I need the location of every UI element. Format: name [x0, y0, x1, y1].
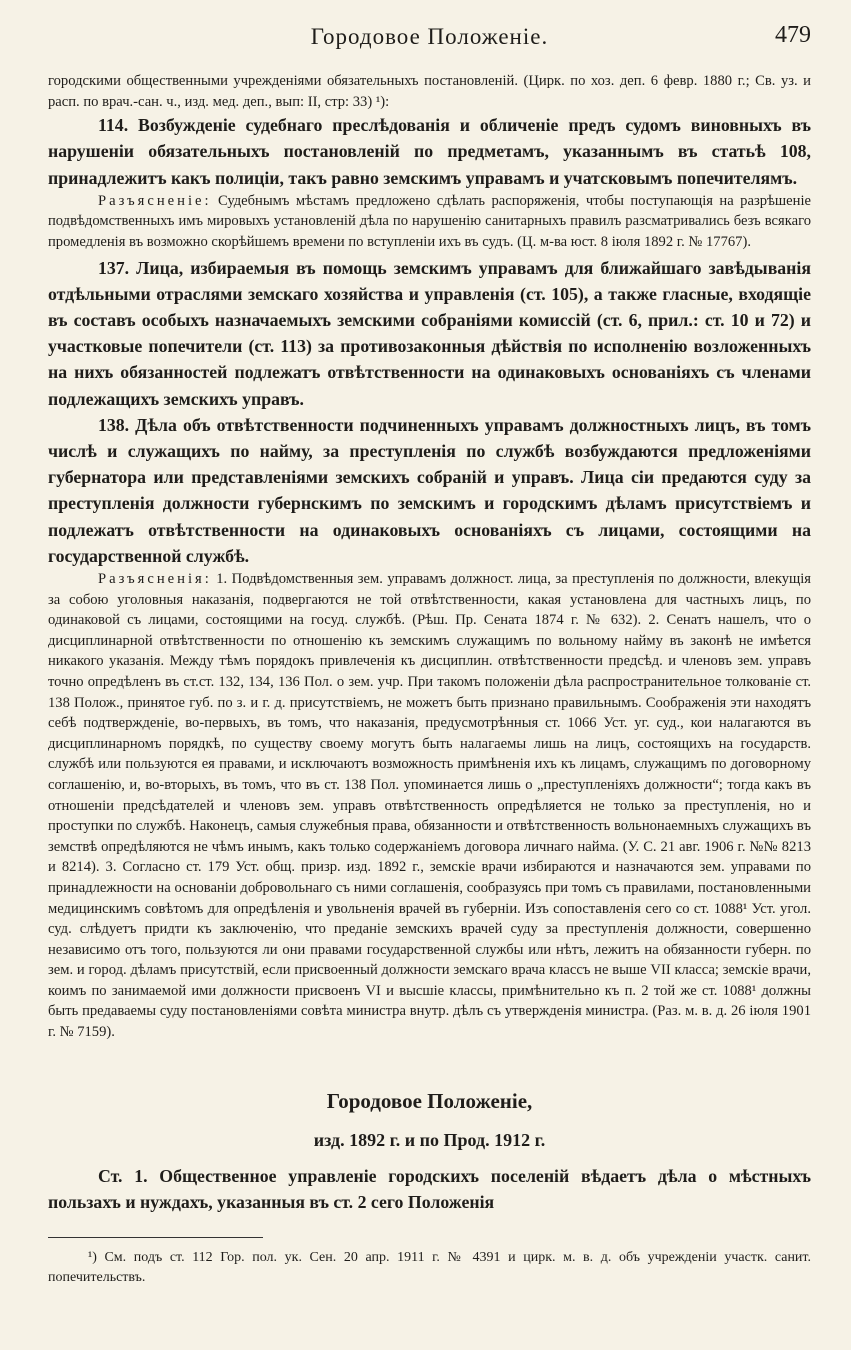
article-137: 137. Лица, избираемыя въ помощь земскимъ управамъ для ближайшаго завѣдыванія отдѣльными отраслями земскаго хозяйства и управленія (ст. 105), а также гласные, входящіе въ составъ особыхъ назначаемыхъ земскими собраніями комиссій (ст. 6, прил.: ст. 10 и 72) и участковые попечители (ст. 113) за противозаконныя дѣйствія по исполненію возложенныхъ на нихъ обязанностей подлежатъ отвѣтственности на одинаковыхъ основаніяхъ съ членами подлежащихъ земскихъ управъ.	[48, 257, 811, 409]
article-114: 114. Возбужденіе судебнаго преслѣдованія и обличеніе предъ судомъ виновныхъ въ нарушеніи обязательныхъ постановленій по предметамъ, указаннымъ въ статьѣ 108, принадлежитъ какъ полиціи, такъ равно земскимъ управамъ и учатсковымъ попечителямъ.	[48, 115, 811, 188]
footnote	[48, 1248, 811, 1288]
footnote-text: ¹) См. подъ ст. 112 Гор. пол. ук. Сен. 20 апр. 1911 г. № 4391 и цирк. м. в. д. объ учрежденіи участк. санит. попечительствъ.	[48, 1250, 811, 1286]
explanations-label: Разъясненія:	[98, 571, 212, 588]
article-1: Ст. 1. Общественное управленіе городскихъ поселеній вѣдаетъ дѣла о мѣстныхъ пользахъ и нуждахъ, указанныя въ ст. 2 сего Положенія	[48, 1165, 811, 1212]
article-138: 138. Дѣла объ отвѣтственности подчиненныхъ управамъ должностныхъ лицъ, въ томъ числѣ и служащихъ по найму, за преступленія по службѣ возбуждаются предложеніями губернатора или представленіями земскихъ собраній и управъ. Лица сіи предаются суду за преступленія должности губернскимъ по земскимъ и городскимъ дѣламъ присутствіемъ и подлежатъ отвѣтственности на одинаковыхъ основаніяхъ съ лицами, состоящими на государственной службѣ.	[48, 414, 811, 566]
running-title: Городовое Положеніе.	[310, 24, 549, 49]
page-header	[48, 20, 811, 54]
section-subtitle: изд. 1892 г. и по Прод. 1912 г.	[313, 1129, 546, 1150]
explanation-text: Судебнымъ мѣстамъ предложено сдѣлать распоряженія, чтобы поступающія на разрѣшеніе подвѣдомственныхъ имъ мировыхъ установленій дѣла по нарушенію санитарныхъ правилъ разсматривались безъ всякаго промедленія въ возможно скорѣйшемъ времени по вступленіи ихъ въ судъ. (Ц. м-ва юст. 8 іюля 1892 г. № 17767).	[48, 192, 811, 250]
explanations-138	[48, 569, 811, 1043]
section-title: Городовое Положеніе,	[326, 1088, 533, 1113]
page-body	[48, 71, 811, 1288]
explanation-114	[48, 191, 811, 253]
intro-paragraph: городскими общественными учрежденіями обязательныхъ постановленій. (Цирк. по хоз. деп. 6 февр. 1880 г.; Св. уз. и расп. по врач.-сан. ч., изд. мед. деп., вып: II, стр: 33) ¹):	[48, 73, 811, 110]
footnote-divider	[48, 1237, 263, 1238]
explanation-label: Разъясненіе:	[98, 192, 212, 209]
page-number: 479	[775, 22, 811, 48]
explanations-text: 1. Подвѣдомственныя зем. управамъ должност. лица, за преступленія по должности, влекущія за собою уголовныя наказанія, подвергаются не той отвѣтственности, какая установлена для частныхъ лицъ, по одинаковой съ лицами, состоящими на госуд. службѣ. (Рѣш. Пр. Сената 1874 г. № 632). 2. Сенатъ нашелъ, что о дисциплинарной отвѣтственности по отношенію къ земскимъ служащимъ по вольному найму въ законѣ не имѣется никакого указанія. Между тѣмъ порядокъ привлеченія къ дисциплин. отвѣтственности предсѣд. и членовъ зем. управъ точно опредѣленъ въ ст.ст. 132, 134, 136 Пол. о зем. учр. При такомъ положеніи дѣла распространительное толкованіе ст. 138 Полож., принятое губ. по з. и г. д. присутствіемъ, не можетъ быть признано правильнымъ. Соображенія эти находятъ себѣ подтвержденіе, во-первыхъ, въ томъ, что наказанія, предусмотрѣнныя ст. 1066 Уст. уг. суд., кои налагаются въ дисциплинарномъ порядкѣ, по существу своему могутъ быть налагаемы лишь на лицъ, состоящихъ на государств. службѣ или пользуются ея правами, и исключаютъ возможность примѣненія ихъ къ лицамъ, служащимъ по договорному соглашенію, и, во-вторыхъ, въ томъ, что въ ст. 138 Пол. упоминается лишь о „преступленіяхъ должности“; тогда какъ въ отношеніи предсѣдателей и членовъ зем. управъ отвѣтственность опредѣляется не только за преступленія, но и проступки по службѣ. Наконецъ, самыя служебныя права, обязанности и отвѣтственность вольнонаемныхъ служащихъ въ земствѣ опредѣляются не чѣмъ инымъ, какъ только содержаніемъ договора личнаго найма. (У. С. 21 авг. 1906 г. №№ 8213 и 8214). 3. Согласно ст. 179 Уст. общ. призр. изд. 1892 г., земскіе врачи избираются и назначаются зем. управами по принадлежности на основаніи добровольнаго съ ними соглашенія, сообразуясь при томъ съ правилами, постановленными медицинскимъ совѣтомъ для опредѣленія и увольненія врачей въ губерніи. Изъ сопоставленія сего со ст. 1088¹ Уст. угол. суд. слѣдуетъ придти къ заключенію, что преданіе земскихъ врачей суду за преступленія должности, совершенно независимо отъ того, пользуются ли они правами государственной службы или нѣтъ, лежитъ на обязанности губерн. по зем. и город. дѣламъ присутствій, если присвоенный должности земскаго врача классъ не выше VII класса; земскіе врачи, коимъ по занимаемой ими должности присвоенъ VI и высшіе классы, примѣнительно къ п. 2 той же ст. 1088¹ должны быть предаваемы суду постановленіями совѣта министра внутр. дѣлъ съ утвержденія министра. (Раз. м. в. д. 26 іюля 1901 г. № 7159).	[48, 571, 812, 1041]
